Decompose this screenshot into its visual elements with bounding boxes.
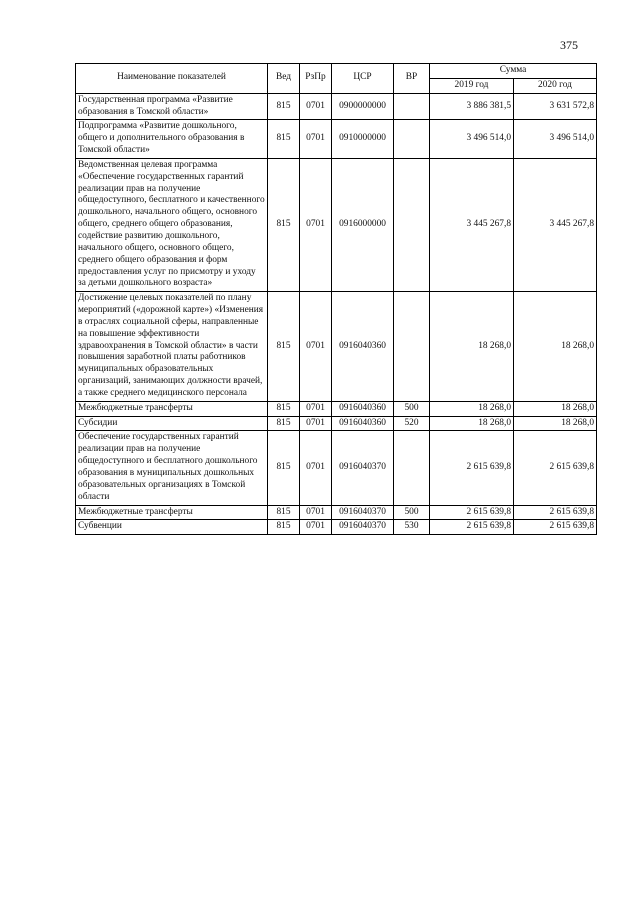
cell-vr: [394, 93, 430, 120]
cell-rzpr: 0701: [300, 120, 332, 159]
cell-rzpr: 0701: [300, 158, 332, 291]
cell-name: Подпрограмма «Развитие дошкольного, общего и дополнительного образования в Томской области»: [76, 120, 268, 159]
cell-rzpr: 0701: [300, 431, 332, 505]
cell-csr: 0916040360: [332, 416, 394, 431]
cell-csr: 0916000000: [332, 158, 394, 291]
cell-name: Межбюджетные трансферты: [76, 505, 268, 520]
cell-vr: [394, 431, 430, 505]
cell-2020: 18 268,0: [514, 292, 597, 402]
cell-ved: 815: [268, 93, 300, 120]
cell-name: Государственная программа «Развитие образования в Томской области»: [76, 93, 268, 120]
header-rzpr: РзПр: [300, 64, 332, 94]
cell-csr: 0916040370: [332, 431, 394, 505]
cell-2019: 2 615 639,8: [430, 431, 514, 505]
header-2019: 2019 год: [430, 78, 514, 93]
cell-2019: 18 268,0: [430, 292, 514, 402]
cell-csr: 0916040370: [332, 520, 394, 535]
cell-2020: 3 631 572,8: [514, 93, 597, 120]
cell-name: Ведомственная целевая программа «Обеспечение государственных гарантий реализации прав на получение общедоступного, бесплатного и качественного дошкольного, начального общего, основного общего, среднего общего образования, содействие развитию дошкольного, начального общего, основного общего, среднего общего образования и форм предоставления услуг по присмотру и уходу за детьми дошкольного возраста»: [76, 158, 268, 291]
cell-ved: 815: [268, 292, 300, 402]
table-row: [76, 158, 597, 291]
table-row: [76, 431, 597, 505]
cell-2020: 2 615 639,8: [514, 520, 597, 535]
table-row: [76, 93, 597, 120]
cell-2019: 3 886 381,5: [430, 93, 514, 120]
table-row: [76, 520, 597, 535]
cell-2020: 3 445 267,8: [514, 158, 597, 291]
cell-ved: 815: [268, 505, 300, 520]
cell-2019: 18 268,0: [430, 416, 514, 431]
cell-ved: 815: [268, 401, 300, 416]
cell-rzpr: 0701: [300, 401, 332, 416]
cell-ved: 815: [268, 120, 300, 159]
header-sum: Сумма: [430, 64, 597, 79]
cell-vr: 500: [394, 505, 430, 520]
table-body: [76, 93, 597, 535]
cell-name: Субсидии: [76, 416, 268, 431]
cell-2020: 2 615 639,8: [514, 505, 597, 520]
table-row: [76, 292, 597, 402]
table-row: [76, 505, 597, 520]
cell-vr: 530: [394, 520, 430, 535]
cell-vr: 500: [394, 401, 430, 416]
cell-2020: 18 268,0: [514, 401, 597, 416]
cell-2020: 3 496 514,0: [514, 120, 597, 159]
cell-vr: [394, 158, 430, 291]
header-2020: 2020 год: [514, 78, 597, 93]
cell-rzpr: 0701: [300, 292, 332, 402]
cell-2019: 3 496 514,0: [430, 120, 514, 159]
header-vr: ВР: [394, 64, 430, 94]
cell-name: Субвенции: [76, 520, 268, 535]
cell-name: Обеспечение государственных гарантий реализации прав на получение общедоступного и бесплатного дошкольного образования в муниципальных дошкольных образовательных организациях в Томской области: [76, 431, 268, 505]
cell-ved: 815: [268, 158, 300, 291]
cell-2019: 3 445 267,8: [430, 158, 514, 291]
page-number: 375: [560, 38, 578, 52]
header-ved: Вед: [268, 64, 300, 94]
cell-csr: 0916040370: [332, 505, 394, 520]
cell-2020: 18 268,0: [514, 416, 597, 431]
cell-rzpr: 0701: [300, 93, 332, 120]
cell-2020: 2 615 639,8: [514, 431, 597, 505]
cell-ved: 815: [268, 416, 300, 431]
cell-rzpr: 0701: [300, 505, 332, 520]
cell-rzpr: 0701: [300, 416, 332, 431]
cell-csr: 0916040360: [332, 292, 394, 402]
cell-vr: 520: [394, 416, 430, 431]
header-name: Наименование показателей: [76, 64, 268, 94]
header-csr: ЦСР: [332, 64, 394, 94]
cell-name: Достижение целевых показателей по плану мероприятий («дорожной карте») «Изменения в отраслях социальной сферы, направленные на повышение эффективности здравоохранения в Томской области» в части повышения заработной платы работников муниципальных образовательных организаций, занимающих должности врачей, а также среднего медицинского персонала: [76, 292, 268, 402]
cell-name: Межбюджетные трансферты: [76, 401, 268, 416]
cell-vr: [394, 120, 430, 159]
cell-2019: 2 615 639,8: [430, 520, 514, 535]
cell-csr: 0910000000: [332, 120, 394, 159]
cell-rzpr: 0701: [300, 520, 332, 535]
cell-ved: 815: [268, 520, 300, 535]
table-row: [76, 401, 597, 416]
table-row: [76, 416, 597, 431]
cell-2019: 18 268,0: [430, 401, 514, 416]
cell-2019: 2 615 639,8: [430, 505, 514, 520]
cell-csr: 0916040360: [332, 401, 394, 416]
cell-vr: [394, 292, 430, 402]
cell-csr: 0900000000: [332, 93, 394, 120]
table-row: [76, 120, 597, 159]
budget-table: [75, 63, 597, 535]
cell-ved: 815: [268, 431, 300, 505]
